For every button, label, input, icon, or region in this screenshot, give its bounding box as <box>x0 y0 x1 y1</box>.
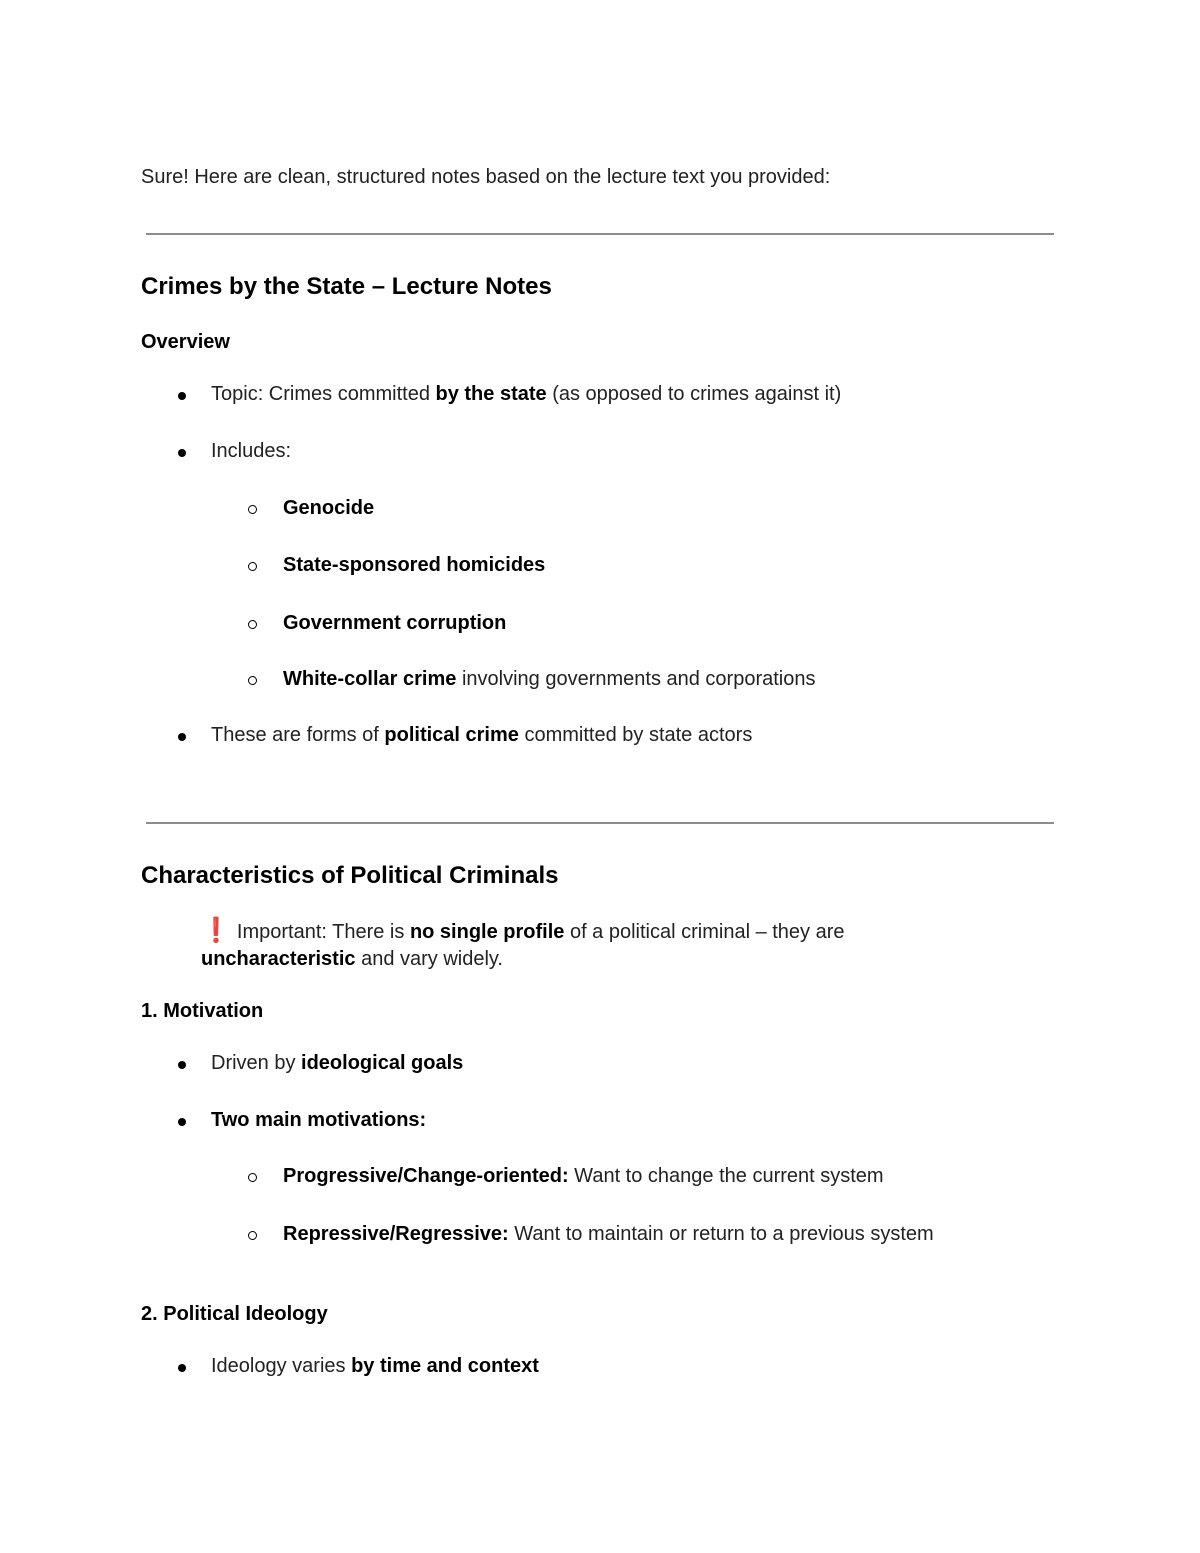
section-title: Characteristics of Political Criminals <box>141 862 559 889</box>
bullet-icon <box>178 449 186 457</box>
circle-bullet-icon <box>248 505 257 514</box>
important-note-line2: uncharacteristic and vary widely. <box>201 948 503 970</box>
includes-subitem: Genocide <box>283 497 375 519</box>
includes-subitem: White-collar crime involving governments and corporations <box>283 668 816 690</box>
bullet-icon <box>178 1118 186 1126</box>
circle-bullet-icon <box>248 562 257 571</box>
includes-subitem: State-sponsored homicides <box>283 554 546 576</box>
circle-bullet-icon <box>248 620 257 629</box>
exclamation-icon: ❗ <box>201 917 231 944</box>
horizontal-rule <box>146 822 1054 824</box>
ideology-item: Ideology varies by time and context <box>211 1355 539 1377</box>
forms-item: These are forms of political crime committed by state actors <box>211 724 753 746</box>
includes-subitem: Government corruption <box>283 612 507 634</box>
horizontal-rule <box>146 233 1054 235</box>
includes-item: Includes: <box>211 440 292 462</box>
intro-text: Sure! Here are clean, structured notes based on the lecture text you provided: <box>141 166 831 188</box>
overview-heading: Overview <box>141 331 230 353</box>
section-title: Crimes by the State – Lecture Notes <box>141 273 552 300</box>
important-note-line1: ❗ Important: There is no single profile of a political criminal – they are <box>201 917 845 944</box>
circle-bullet-icon <box>248 676 257 685</box>
circle-bullet-icon <box>248 1231 257 1240</box>
bullet-icon <box>178 392 186 400</box>
motivation-subitem: Progressive/Change-oriented: Want to change the current system <box>283 1165 884 1187</box>
driven-item: Driven by ideological goals <box>211 1052 464 1074</box>
bullet-icon <box>178 733 186 741</box>
ideology-heading: 2. Political Ideology <box>141 1303 328 1325</box>
bullet-icon <box>178 1364 186 1372</box>
two-motivations-item: Two main motivations: <box>211 1109 427 1131</box>
motivation-subitem: Repressive/Regressive: Want to maintain or return to a previous system <box>283 1223 934 1245</box>
topic-item: Topic: Crimes committed by the state (as opposed to crimes against it) <box>211 383 842 405</box>
bullet-icon <box>178 1061 186 1069</box>
motivation-heading: 1. Motivation <box>141 1000 264 1022</box>
circle-bullet-icon <box>248 1173 257 1182</box>
